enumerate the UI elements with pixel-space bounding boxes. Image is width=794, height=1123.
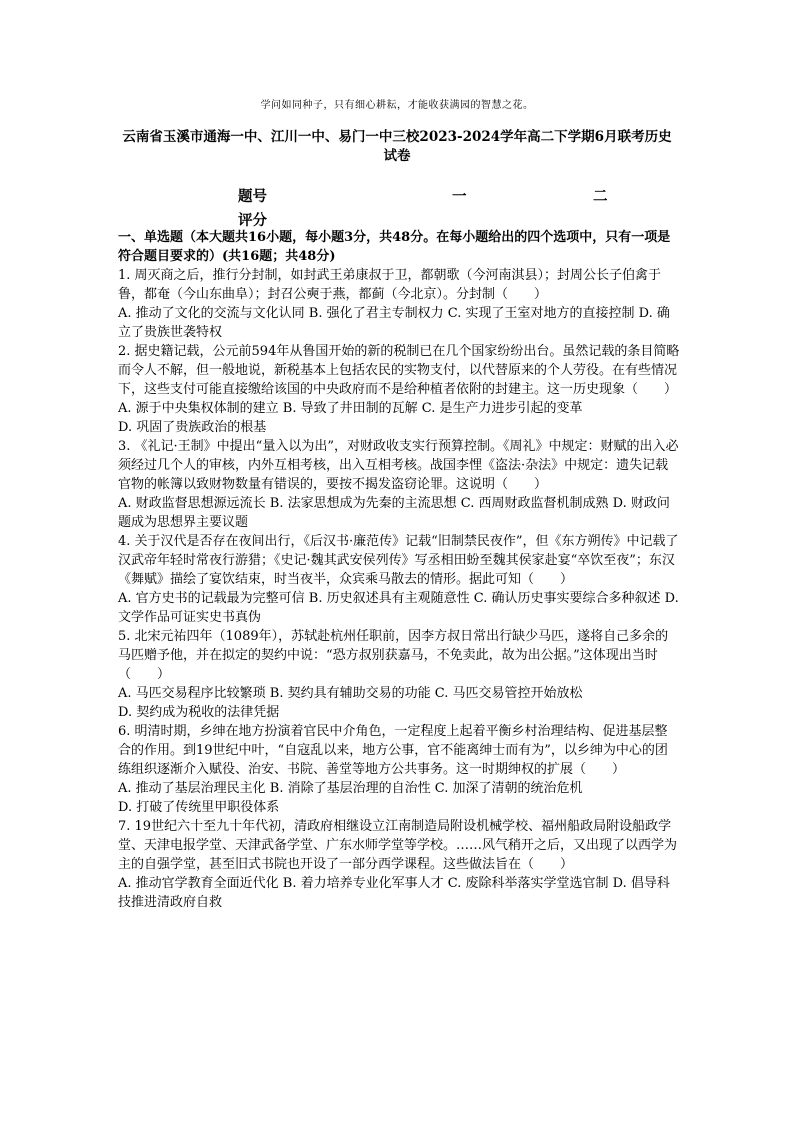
question-1	[118, 266, 680, 342]
score-table-header-row	[238, 185, 638, 209]
question-options: A. 财政监督思想源远流长 B. 法家思想成为先秦的主流思想 C. 西周财政监督机制成熟 D. 财政问题成为思想界主要议题	[118, 496, 670, 530]
question-3	[118, 437, 680, 532]
question-stem: 6. 明清时期，乡绅在地方扮演着官民中介角色，一定程度上起着平衡乡村治理结构、促进基层整合的作用。到19世纪中叶，“自寇乱以来，地方公事，官不能离绅士而有为”，以乡绅为中心的团练组织逐渐介入赋役、治安、书院、善堂等地方公共事务。这一时期绅权的扩展（ ）	[118, 724, 668, 777]
question-options: D. 打破了传统里甲职役体系	[118, 800, 280, 815]
score-table	[238, 185, 638, 233]
question-options: A. 源于中央集权体制的建立 B. 导致了井田制的瓦解 C. 是生产力进步引起的变革	[118, 401, 583, 416]
question-stem: 7. 19世纪六十至九十年代初，清政府相继设立江南制造局附设机械学校、福州船政局附设船政学堂、天津电报学堂、天津武备学堂、广东水师学堂等学校。……风气稍开之后，又出现了以西学为主的自强学堂，甚至旧式书院也开设了一部分西学课程。这些做法旨在（ ）	[118, 819, 678, 872]
score-row-label: 评分	[238, 212, 267, 229]
question-stem: 5. 北宋元祐四年（1089年），苏轼赴杭州任职前，因李方叔日常出行缺少马匹，遂将自己多余的马匹赠予他，并在拟定的契约中说：“恐方叔别获嘉马，不免卖此，故为出公据。”这体现出当时（ ）	[118, 629, 669, 682]
question-4	[118, 532, 680, 627]
question-options: A. 推动了文化的交流与文化认同 B. 强化了君主专制权力 C. 实现了王室对地方的直接控制 D. 确立了贵族世袭特权	[118, 306, 670, 340]
question-stem: 1. 周灭商之后，推行分封制，如封武王弟康叔于卫，都朝歌（今河南淇县）；封周公长子伯禽于鲁，都奄（今山东曲阜）；封召公奭于燕，都蓟（今北京）。分封制（ ）	[118, 268, 662, 302]
section-heading: 一、单选题（本大题共16小题，每小题3分，共48分。在每小题给出的四个选项中，只有一项是符合题目要求的）(共16题；共48分)	[118, 230, 671, 264]
question-7	[118, 817, 680, 912]
question-options: A. 推动了基层治理民主化 B. 消除了基层治理的自治性 C. 加深了清朝的统治危机	[118, 781, 583, 796]
question-2	[118, 342, 680, 437]
exam-content	[118, 228, 680, 912]
exam-title: 云南省玉溪市通海一中、江川一中、易门一中三校2023-2024学年高二下学期6月联考历史试卷	[122, 129, 672, 164]
score-header-col-1: 一	[452, 188, 467, 205]
question-5	[118, 627, 680, 722]
question-stem: 4. 关于汉代是否存在夜间出行，《后汉书·廉范传》记载“旧制禁民夜作”，但《东方朔传》中记载了汉武帝年轻时常夜行游猎；《史记·魏其武安侯列传》写丞相田蚡至魏其侯家赴宴“卒饮至夜”；东汉《舞赋》描绘了宴饮结束，时当夜半，众宾乘马散去的情形。据此可知（ ）	[118, 534, 679, 587]
question-options: A. 推动官学教育全面近代化 B. 着力培养专业化军事人才 C. 废除科举落实学堂选官制 D. 倡导科技推进清政府自救	[118, 876, 670, 910]
question-stem: 3. 《礼记·王制》中提出“量入以为出”，对财政收支实行预算控制。《周礼》中规定：财赋的出入必须经过几个人的审核，内外互相考核，出入互相考核。战国李悝《盗法·杂法》中规定：遗失记载官物的帐簿以致财物数量有错误的，要按不揭发盗窃论罪。这说明（ ）	[118, 439, 679, 492]
question-options: A. 马匹交易程序比较繁琐 B. 契约具有辅助交易的功能 C. 马匹交易管控开始放松	[118, 686, 583, 701]
question-options: D. 契约成为税收的法律凭据	[118, 705, 280, 720]
question-6	[118, 722, 680, 817]
question-options: D. 巩固了贵族政治的根基	[118, 420, 267, 435]
question-stem: 2. 据史籍记载，公元前594年从鲁国开始的新的税制已在几个国家纷纷出台。虽然记载的条目简略而令人不解，但一般地说，新税基本上包括农民的实物支付，以代替原来的个人劳役。在有些情况下，这些支付可能直接缴给该国的中央政府而不是给种植者依附的封建主。这一历史现象（ ）	[118, 344, 680, 397]
score-header-col-2: 二	[593, 188, 608, 205]
score-header-label: 题号	[238, 188, 267, 205]
page-motto: 学问如同种子，只有细心耕耘，才能收获满园的智慧之花。	[260, 100, 534, 111]
question-options: A. 官方史书的记载最为完整可信 B. 历史叙述具有主观随意性 C. 确认历史事实要综合多种叙述 D. 文学作品可证实史书真伪	[118, 591, 679, 625]
